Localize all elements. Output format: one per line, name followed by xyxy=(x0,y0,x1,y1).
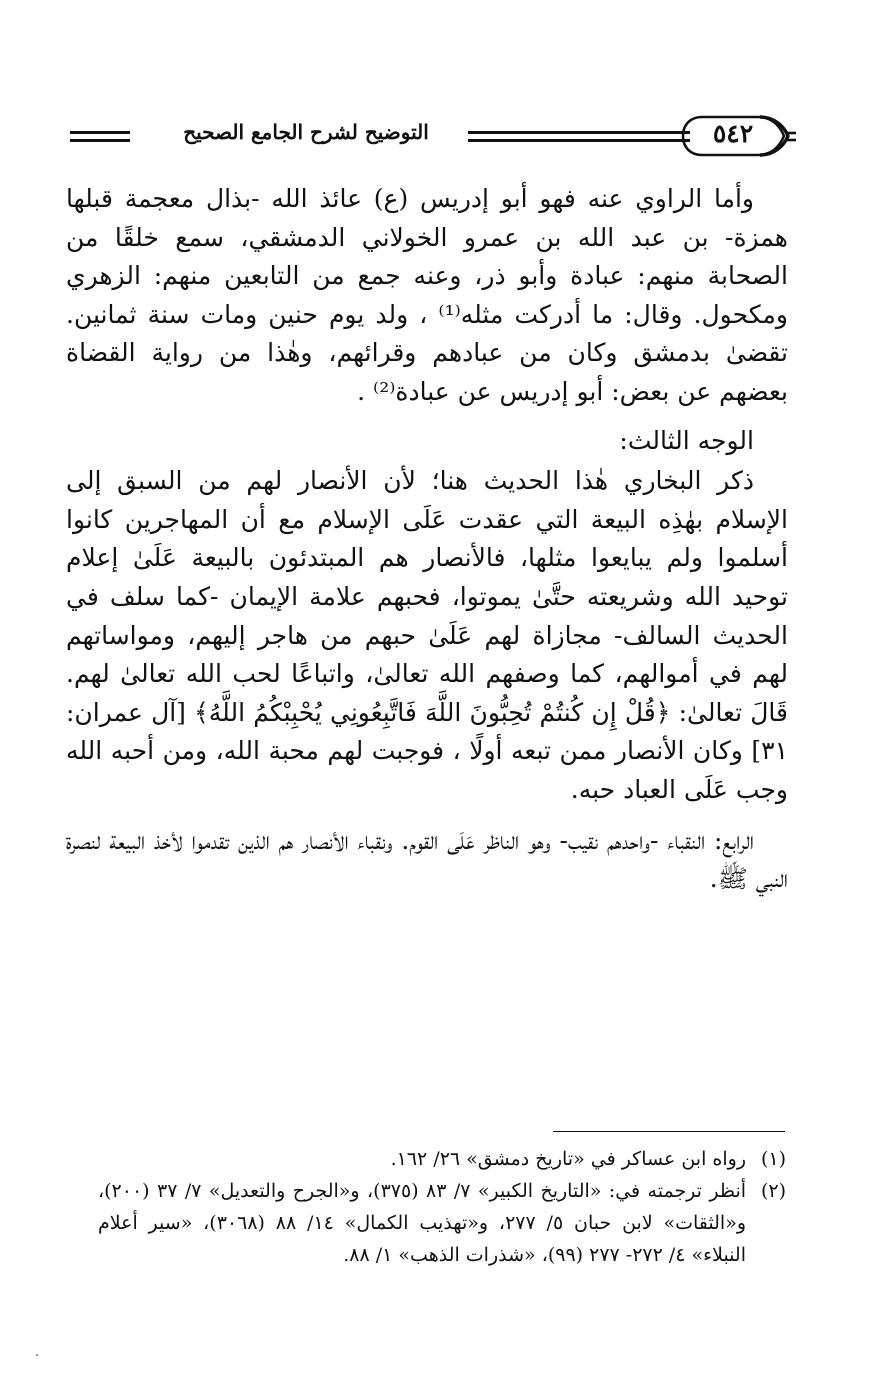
footnote-text: أنظر ترجمته في: «التاريخ الكبير» ٧/ ٨٣ (٣٧٥)، و«الجرح والتعديل» ٧/ ٣٧ (٢٠٠)، و«الثقات» لابن حبان ٥/ ٢٧٧، و«تهذيب الكمال» ١٤/ ٨٨ (٣٠٦٨)، «سير أعلام النبلاء» ٤/ ٢٧٢- ٢٧٧ (٩٩)، «شذرات الذهب» ١/ ٨٨. xyxy=(98,1180,747,1266)
running-title: التوضيح لشرح الجامع الصحيح xyxy=(183,120,429,144)
footnotes xyxy=(98,1143,786,1271)
footnote-separator xyxy=(553,1131,785,1132)
footnote-number: (١) xyxy=(760,1148,786,1170)
paragraph-gap xyxy=(66,810,788,822)
page-header xyxy=(62,114,810,166)
footnote-number: (٢) xyxy=(760,1180,786,1202)
footnote xyxy=(98,1143,786,1175)
header-rule-middle xyxy=(468,131,690,145)
main-text xyxy=(66,180,788,899)
footnote-text: رواه ابن عساكر في «تاريخ دمشق» ٢٦/ ١٦٢. xyxy=(390,1148,746,1170)
paragraph-narrator: وأما الراوي عنه فهو أبو إدريس (ع) عائذ الله -بذال معجمة قبلها همزة- بن عبد الله بن عمرو الخولاني الدمشقي، سمع خلقًا من الصحابة منهم: عبادة وأبو ذر، وعنه جمع من التابعين منهم: الزهري ومكحول. وقال: ما أدركت مثله⁽¹⁾ ، ولد يوم حنين ومات سنة ثمانين. تقضىٰ بدمشق وكان من عبادهم وقرائهم، وهٰذا من رواية القضاة بعضهم عن بعض: أبو إدريس عن عبادة⁽²⁾ . xyxy=(66,184,788,406)
header-rule-left xyxy=(70,131,130,145)
scan-speck xyxy=(36,1354,38,1356)
paragraph-fourth-aspect: الرابع: النقباء -واحدهم نقيب- وهو الناظر عَلَى القوم. ونقباء الأنصار هم الذين تقدموا لأخذ البيعة لنصرة النبي ﷺ. xyxy=(66,825,788,894)
page-number: ٥٤٢ xyxy=(712,119,754,148)
footnote xyxy=(98,1175,786,1271)
page-number-badge xyxy=(680,114,796,158)
section-heading: الوجه الثالث: xyxy=(619,425,754,455)
paragraph-third-aspect: ذكر البخاري هٰذا الحديث هنا؛ لأن الأنصار لهم من السبق إلى الإسلام بهٰذِه البيعة التي عقدت عَلَى الإسلام مع أن المهاجرين كانوا أسلموا ولم يبايعوا مثلها، فالأنصار هم المبتدئون بالبيعة عَلَىٰ إعلام توحيد الله وشريعته حتَّىٰ يموتوا، فحبهم علامة الإيمان -كما سلف في الحديث السالف- مجازاة لهم عَلَىٰ حبهم من هاجر إليهم، ومواساتهم لهم في أموالهم، كما وصفهم الله تعالىٰ، واتباعًا لحب الله تعالىٰ لهم. قَالَ تعالىٰ: ﴿قُلْ إِن كُنتُمْ تُحِبُّونَ اللَّهَ فَاتَّبِعُونِي يُحْبِبْكُمُ اللَّهُ﴾ [آل عمران: ٣١] وكان الأنصار ممن تبعه أولًا ، فوجبت لهم محبة الله، ومن أحبه الله وجب عَلَى العباد حبه. xyxy=(66,466,788,804)
